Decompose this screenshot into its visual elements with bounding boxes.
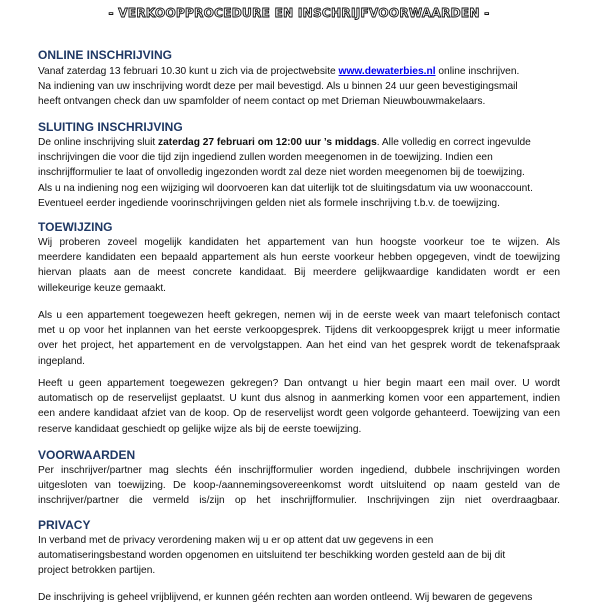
text-line xyxy=(38,135,560,150)
text-line: ingepland. xyxy=(38,355,86,367)
text-line: Eventueel eerder ingediende voorinschrijvingen gelden niet als formele inschrijving t.b.v. de toewijzing. xyxy=(38,197,500,209)
text-run: De online inschrijving sluit xyxy=(38,137,159,148)
text-line: inschrijvingen die voor die tijd zijn ingediend zullen worden meegenomen in de toewijzing. Indien een xyxy=(38,152,493,164)
text-line: In verband met de privacy verordening maken wij u er op attent dat uw gegevens in een xyxy=(38,535,434,546)
text-line: Wij proberen zoveel mogelijk kandidaten het appartement van hun hoogste voorkeur toe te wijzen. Als xyxy=(38,237,560,248)
text-line: hiervan plaats aan de meest concrete kandidaat. Bij meerdere gelijkwaardige kandidaten wordt er een xyxy=(38,267,560,279)
text-line: meerdere kandidaten een bepaald appartement als hun eerste voorkeur hebben opgegeven, vindt de toewijzing xyxy=(38,252,560,264)
closing-date-bold: zaterdag 27 februari om 12:00 uur ’s middags xyxy=(158,137,377,148)
paragraph-toewijzing-2 xyxy=(38,308,560,369)
text-line xyxy=(38,64,560,79)
text-line: Heeft u geen appartement toegewezen gekregen? Dan ontvangt u hier begin maart een mail over. U wordt xyxy=(38,378,560,389)
text-run: . Alle volledig en correct ingevulde xyxy=(376,137,531,148)
text-run: Vanaf zaterdag 13 februari 10.30 kunt u zich via de projectwebsite xyxy=(38,66,339,77)
text-line: automatisch op de reservelijst geplaatst. U kunt dus alsnog in aanmerking komen voor een appartement, indien xyxy=(38,393,560,405)
text-line: project betrokken partijen. xyxy=(38,565,156,577)
text-line: inschrijver/partner die vermeld is/zijn op het inschrijfformulier. Inschrijvingen zijn niet overdraagbaar. xyxy=(38,495,560,507)
project-website-link[interactable]: www.dewaterbies.nl xyxy=(338,66,436,77)
document-title: - VERKOOPPROCEDURE EN INSCHRIJFVOORWAARDEN - xyxy=(108,6,490,20)
text-line: inschrijfformulier te laat of onvolledig ingezonden wordt zal deze niet worden meegenomen bij de toewijzing. xyxy=(38,167,525,179)
heading-online-inschrijving: ONLINE INSCHRIJVING xyxy=(38,48,173,62)
paragraph-online-inschrijving xyxy=(38,64,560,110)
text-line: automatiseringsbestand worden opgenomen en uitsluitend ter beschikking worden gesteld aan de bij dit xyxy=(38,550,506,562)
text-line: Na indiening van uw inschrijving wordt deze per mail bevestigd. Als u binnen 24 uur geen bevestigingsmail xyxy=(38,81,518,93)
paragraph-sluiting-inschrijving xyxy=(38,135,560,211)
text-line: Als u na indiening nog een wijziging wil doorvoeren kan dat uiterlijk tot de sluitingsdatum via uw woonaccount. xyxy=(38,182,533,194)
text-line: willekeurige keuze gemaakt. xyxy=(38,282,166,294)
heading-sluiting-inschrijving: SLUITING INSCHRIJVING xyxy=(38,120,183,134)
paragraph-toewijzing-3 xyxy=(38,376,560,437)
text-line: een andere kandidaat afziet van de koop. Op de reservelijst wordt geen volgorde gehanteerd. Toewijzing van een xyxy=(38,408,560,420)
text-line: Per inschrijver/partner mag slechts één inschrijfformulier worden ingediend, dubbele inschrijvingen worden xyxy=(38,465,560,476)
text-line: Als u een appartement toegewezen heeft gekregen, nemen wij in de eerste week van maart telefonisch contact xyxy=(38,310,560,321)
text-line: heeft ontvangen check dan uw spamfolder of neem contact op met Drieman Nieuwbouwmakelaars. xyxy=(38,96,486,108)
heading-voorwaarden: VOORWAARDEN xyxy=(38,448,136,462)
heading-privacy: PRIVACY xyxy=(38,518,91,532)
heading-toewijzing: TOEWIJZING xyxy=(38,220,113,234)
paragraph-voorwaarden xyxy=(38,463,560,509)
text-run: online inschrijven. xyxy=(435,66,520,77)
text-line: reserve kandidaat geschiedt op gelijke wijze als bij de eerste toewijzing. xyxy=(38,423,362,435)
text-line: met u op voor het inplannen van het eerste verkoopgesprek. Tijdens dit verkoopgesprek krijgt u meer informatie xyxy=(38,325,560,337)
text-line: De inschrijving is geheel vrijblijvend, er kunnen géén rechten aan worden ontleend. Wij bewaren de gegevens xyxy=(38,592,533,603)
paragraph-privacy-2 xyxy=(38,590,560,605)
text-line: uitgesloten van toewijzing. De koop-/aannemingsovereenkomst wordt uitsluitend op naam gesteld van de xyxy=(38,480,560,492)
text-line: over het project, het appartement en de vervolgstappen. Aan het eind van het gesprek wordt de tekenafspraak xyxy=(38,340,560,352)
paragraph-privacy-1 xyxy=(38,533,560,579)
paragraph-toewijzing-1 xyxy=(38,235,560,296)
